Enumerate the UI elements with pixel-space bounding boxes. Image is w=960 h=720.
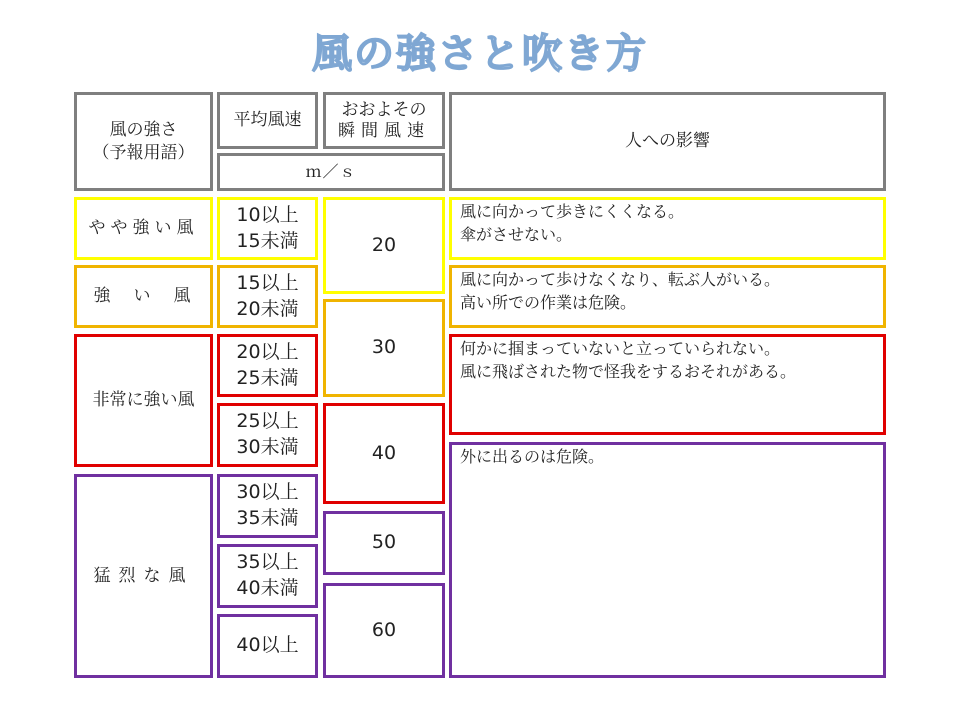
category-somewhat-strong-wind — [74, 197, 213, 260]
effect-cell — [449, 265, 886, 328]
effect-line: 傘がさせない。 — [460, 225, 573, 245]
gust-speed-cell — [323, 583, 445, 678]
average-speed-cell — [217, 197, 318, 260]
average-speed-cell — [217, 265, 318, 328]
average-speed-min: 20以上 — [236, 340, 299, 363]
gust-speed-cell — [323, 511, 445, 575]
header-unit — [217, 153, 445, 191]
header-average-speed — [217, 92, 318, 149]
effect-line: 風に向かって歩けなくなり、転ぶ人がいる。 — [460, 270, 781, 289]
gust-speed-value: 20 — [371, 233, 397, 256]
average-speed-max: 35未満 — [236, 507, 299, 529]
average-speed-min: 15以上 — [236, 271, 299, 294]
average-speed-cell — [217, 334, 318, 397]
category-label: 非常に強い風 — [92, 390, 195, 411]
header-unit-label: ｍ／ｓ — [305, 162, 357, 182]
header-wind-strength-label: 風の強さ — [109, 119, 178, 140]
effect-line: 風に向かって歩きにくくなる。 — [460, 202, 685, 221]
average-speed-min: 30以上 — [236, 481, 299, 504]
average-speed-min: 25以上 — [236, 410, 299, 433]
header-gust-speed — [323, 92, 445, 149]
effect-line: 高い所での作業は危険。 — [460, 293, 637, 313]
average-speed-cell — [217, 474, 318, 538]
effect-cell — [449, 334, 886, 435]
header-effects-label: 人への影響 — [625, 131, 710, 152]
gust-speed-cell — [323, 403, 445, 504]
average-speed-max: 30未満 — [236, 436, 299, 458]
header-effects — [449, 92, 886, 191]
average-speed-cell — [217, 614, 318, 678]
header-forecast-term-label: （予報用語） — [92, 142, 195, 163]
gust-speed-cell — [323, 299, 445, 397]
gust-speed-value: 40 — [371, 441, 397, 464]
effect-cell — [449, 442, 886, 678]
category-label: やや強い風 — [88, 218, 199, 239]
effect-line: 外に出るのは危険。 — [460, 447, 605, 466]
average-speed-min: 10以上 — [236, 203, 299, 226]
gust-speed-value: 30 — [371, 336, 397, 359]
header-wind-strength — [74, 92, 213, 191]
average-speed-min: 35以上 — [236, 551, 299, 574]
effect-line: 何かに掴まっていないと立っていられない。 — [460, 339, 781, 358]
header-average-speed-label: 平均風速 — [233, 110, 302, 131]
average-speed-cell — [217, 403, 318, 467]
header-gust-speed-line2: 瞬間風速 — [338, 120, 430, 141]
category-label: 猛烈な風 — [93, 565, 194, 586]
category-strong-wind — [74, 265, 213, 328]
effect-line: 風に飛ばされた物で怪我をするおそれがある。 — [460, 362, 797, 382]
effect-cell — [449, 197, 886, 260]
category-violent-wind — [74, 474, 213, 678]
category-very-strong-wind — [74, 334, 213, 467]
gust-speed-value: 50 — [371, 531, 397, 554]
gust-speed-value: 60 — [371, 618, 397, 641]
average-speed-max: 25未満 — [236, 366, 299, 389]
gust-speed-cell — [323, 197, 445, 294]
average-speed-max: 15未満 — [236, 229, 299, 252]
average-speed-cell — [217, 544, 318, 608]
average-speed-max: 40未満 — [236, 577, 299, 599]
page-title: 風の強さと吹き方 — [312, 31, 648, 77]
header-gust-speed-line1: おおよその — [341, 100, 427, 121]
category-label: 強 い 風 — [93, 286, 194, 307]
average-speed-max: 20未満 — [236, 297, 299, 320]
average-speed-min: 40以上 — [236, 634, 299, 657]
